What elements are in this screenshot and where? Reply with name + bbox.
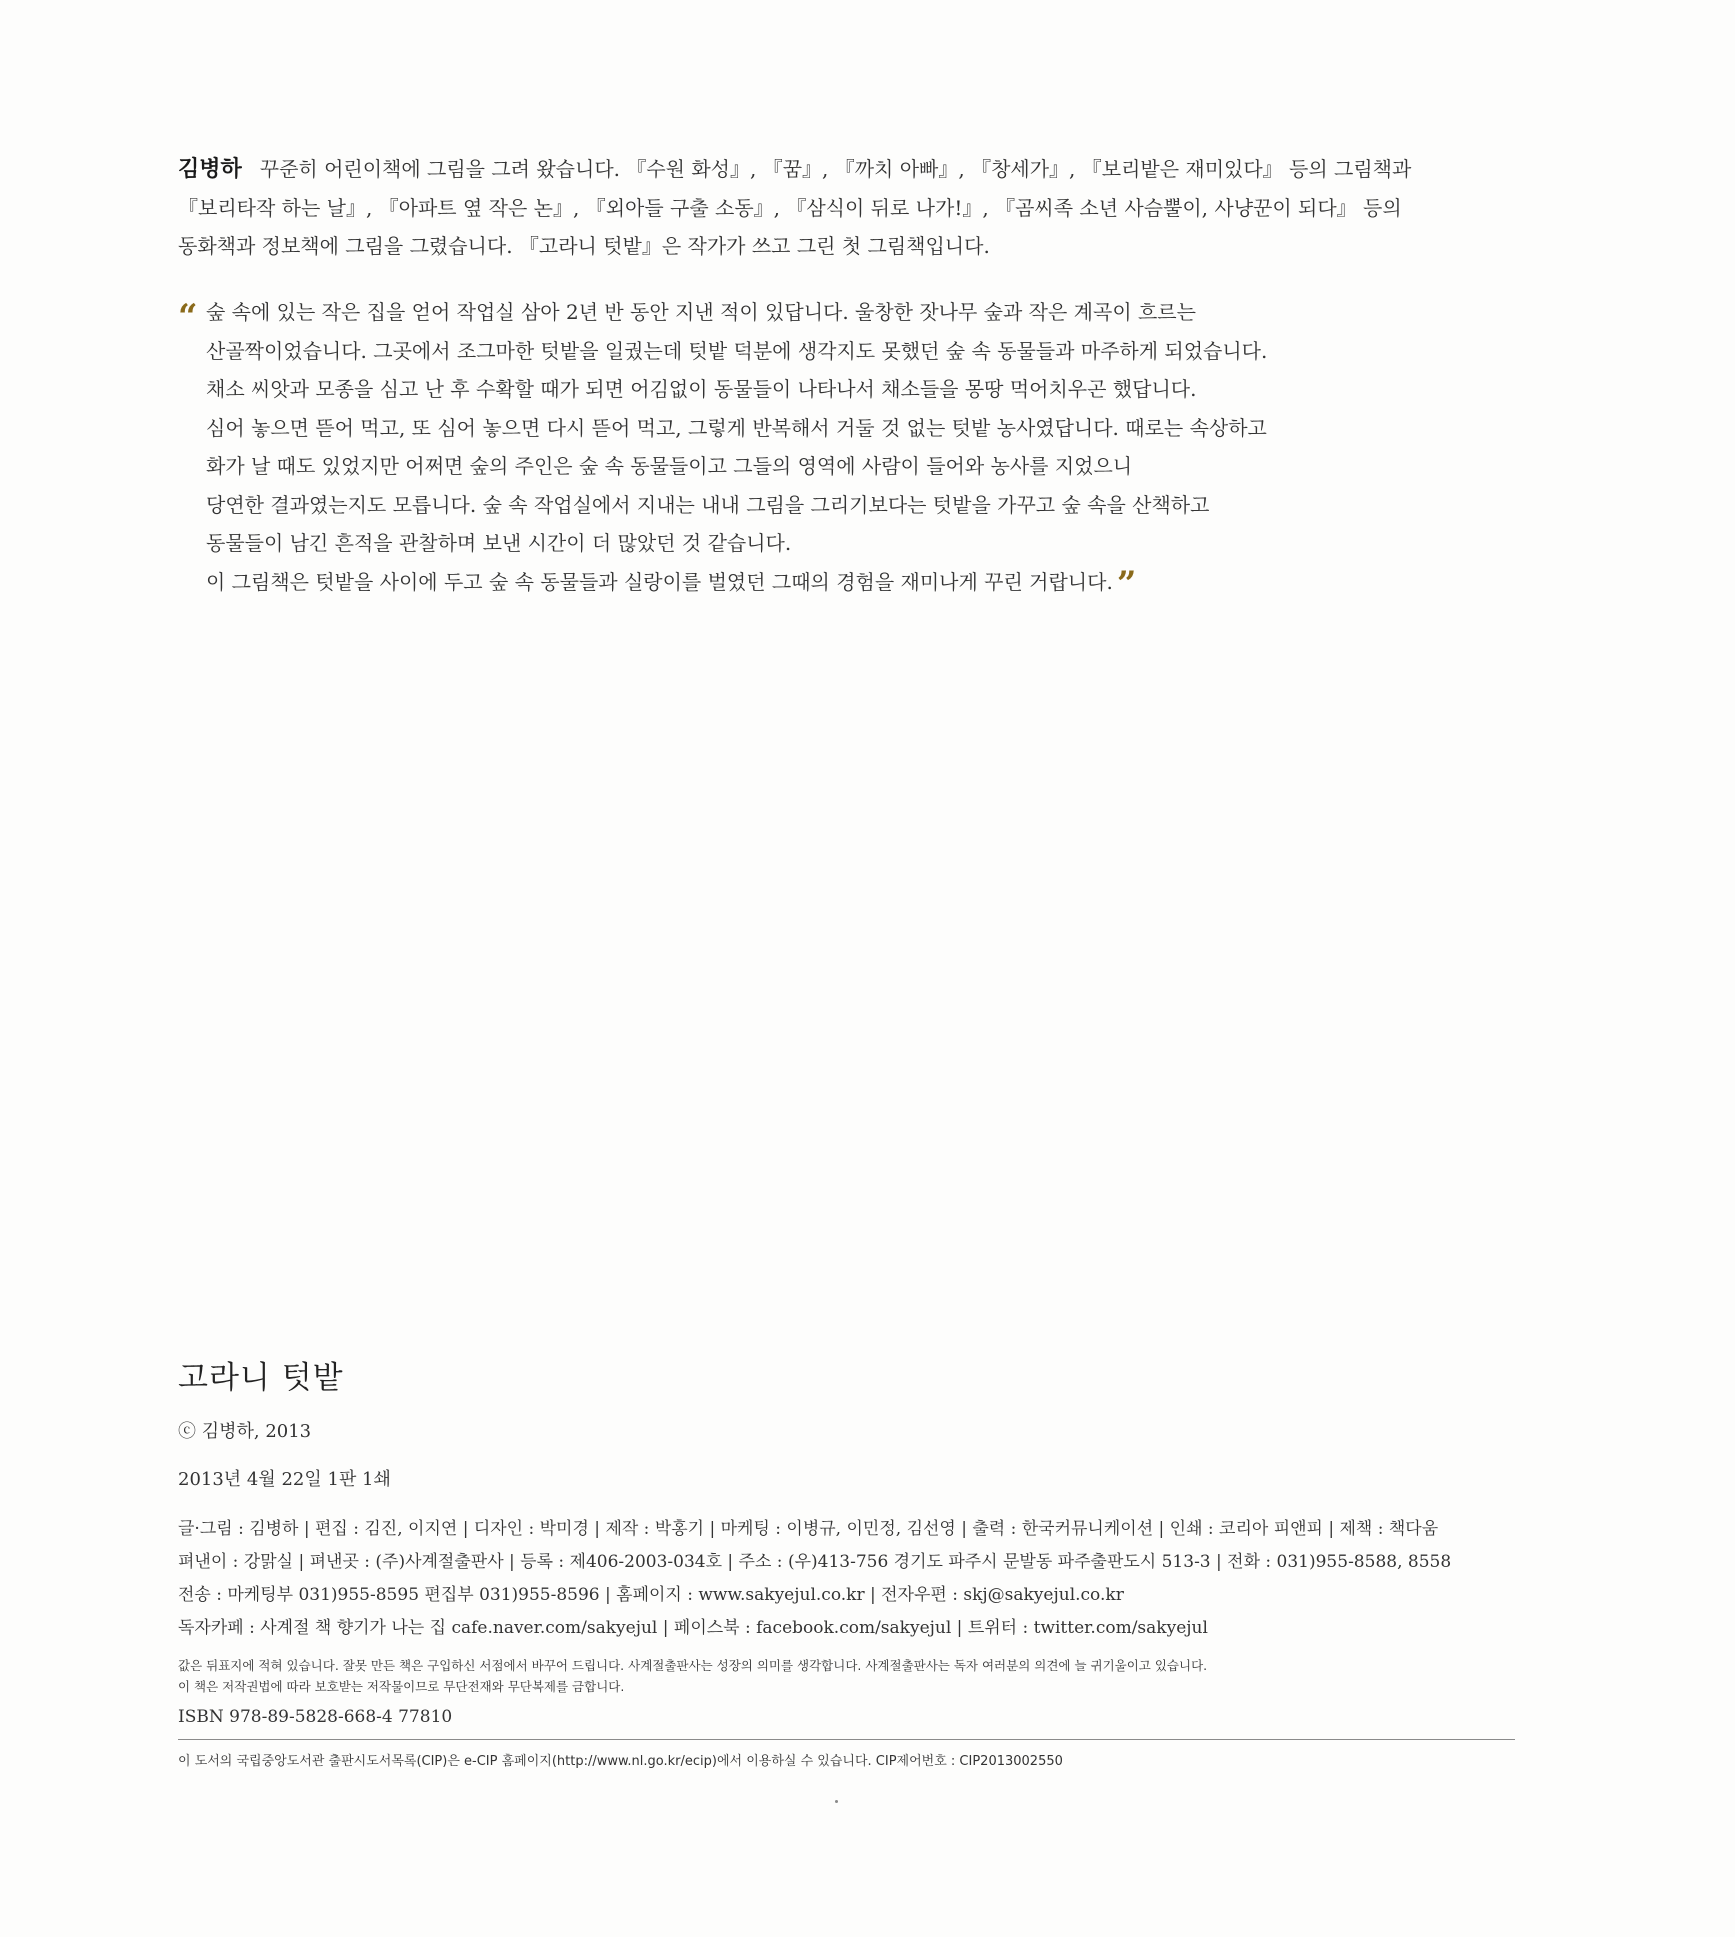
credits — [178, 1513, 1518, 1645]
print-speck — [835, 1800, 838, 1803]
quote-line: 심어 놓으면 뜯어 먹고, 또 심어 놓으면 다시 뜯어 먹고, 그렇게 반복해서 거둘 것 없는 텃밭 농사였답니다. 때로는 속상하고 — [206, 415, 1267, 440]
quote-line: 숲 속에 있는 작은 집을 얻어 작업실 삼아 2년 반 동안 지낸 적이 있답니다. 울창한 잣나무 숲과 작은 계곡이 흐르는 — [206, 300, 1196, 324]
credit-line: 독자카페 : 사계절 책 향기가 나는 집 cafe.naver.com/sakyejul | 페이스북 : facebook.com/sakyejul | 트위터 : twitter.com/sakyejul — [178, 1618, 1208, 1638]
notice-line: 이 책은 저작권법에 따라 보호받는 저작물이므로 무단전재와 무단복제를 금합니다. — [178, 1679, 625, 1694]
credit-line: 전송 : 마케팅부 031)955-8595 편집부 031)955-8596 | 홈페이지 : www.sakyejul.co.kr | 전자우편 : skj@sakyejul.co.kr — [178, 1585, 1124, 1605]
credit-line: 펴낸이 : 강맑실 | 펴낸곳 : (주)사계절출판사 | 등록 : 제406-2003-034호 | 주소 : (우)413-756 경기도 파주시 문발동 파주출판도시 513-3 | 전화 : 031)955-8588, 8558 — [178, 1552, 1452, 1572]
copyright-line: ⓒ 김병하, 2013 — [178, 1421, 312, 1442]
divider — [178, 1739, 1515, 1740]
quote-line: 당연한 결과였는지도 모릅니다. 숲 속 작업실에서 지내는 내내 그림을 그리기보다는 텃밭을 가꾸고 숲 속을 산책하고 — [206, 492, 1210, 517]
colophon — [178, 1352, 1518, 1769]
bio-line — [178, 150, 1412, 189]
bio-line: 『보리타작 하는 날』, 『아파트 옆 작은 논』, 『외아들 구출 소동』, 『삼식이 뒤로 나가!』, 『곰씨족 소년 사슴뿔이, 사냥꾼이 되다』 등의 — [178, 196, 1402, 220]
author-quote — [178, 293, 1328, 604]
notices — [178, 1655, 1518, 1697]
quote-line: 화가 날 때도 있었지만 어쩌면 숲의 주인은 숲 속 동물들이고 그들의 영역에 사람이 들어와 농사를 지었으니 — [206, 454, 1133, 478]
quote-line: 산골짝이었습니다. 그곳에서 조그마한 텃밭을 일궜는데 텃밭 덕분에 생각지도 못했던 숲 속 동물들과 마주하게 되었습니다. — [206, 338, 1268, 363]
open-quote-mark: “ — [178, 297, 198, 337]
isbn: ISBN 978-89-5828-668-4 77810 — [178, 1707, 453, 1727]
credit-line: 글·그림 : 김병하 | 편집 : 김진, 이지연 | 디자인 : 박미경 | 제작 : 박홍기 | 마케팅 : 이병규, 이민정, 김선영 | 출력 : 한국커뮤니케이션 | 인쇄 : 코리아 피앤피 | 제책 : 책다움 — [178, 1519, 1439, 1539]
quote-last-text: 이 그림책은 텃밭을 사이에 두고 숲 속 동물들과 실랑이를 벌였던 그때의 경험을 재미나게 꾸린 거랍니다. — [206, 569, 1113, 594]
bio-line: 동화책과 정보책에 그림을 그렸습니다. 『고라니 텃밭』은 작가가 쓰고 그린 첫 그림책입니다. — [178, 234, 990, 258]
author-bio — [178, 150, 1412, 265]
close-quote-mark: ” — [1116, 563, 1137, 604]
quote-line-last — [178, 563, 1328, 602]
quote-line: 동물들이 남긴 흔적을 관찰하며 보낸 시간이 더 많았던 것 같습니다. — [206, 531, 792, 555]
quote-line: 채소 씨앗과 모종을 심고 난 후 수확할 때가 되면 어김없이 동물들이 나타나서 채소들을 몽땅 먹어치우곤 했답니다. — [206, 377, 1197, 401]
author-name: 김병하 — [178, 157, 242, 182]
book-title: 고라니 텃밭 — [178, 1360, 344, 1396]
edition-line: 2013년 4월 22일 1판 1쇄 — [178, 1469, 391, 1490]
notice-line: 값은 뒤표지에 적혀 있습니다. 잘못 만든 책은 구입하신 서점에서 바꾸어 드립니다. 사계절출판사는 성장의 의미를 생각합니다. 사계절출판사는 독자 여러분의 의견에 늘 귀기울이고 있습니다. — [178, 1658, 1208, 1673]
bio-text: 꾸준히 어린이책에 그림을 그려 왔습니다. 『수원 화성』, 『꿈』, 『까치 아빠』, 『창세가』, 『보리밭은 재미있다』 등의 그림책과 — [259, 157, 1412, 181]
cip-notice: 이 도서의 국립중앙도서관 출판시도서목록(CIP)은 e-CIP 홈페이지(http://www.nl.go.kr/ecip)에서 이용하실 수 있습니다. CIP제어번호 : CIP2013002550 — [178, 1754, 1063, 1769]
